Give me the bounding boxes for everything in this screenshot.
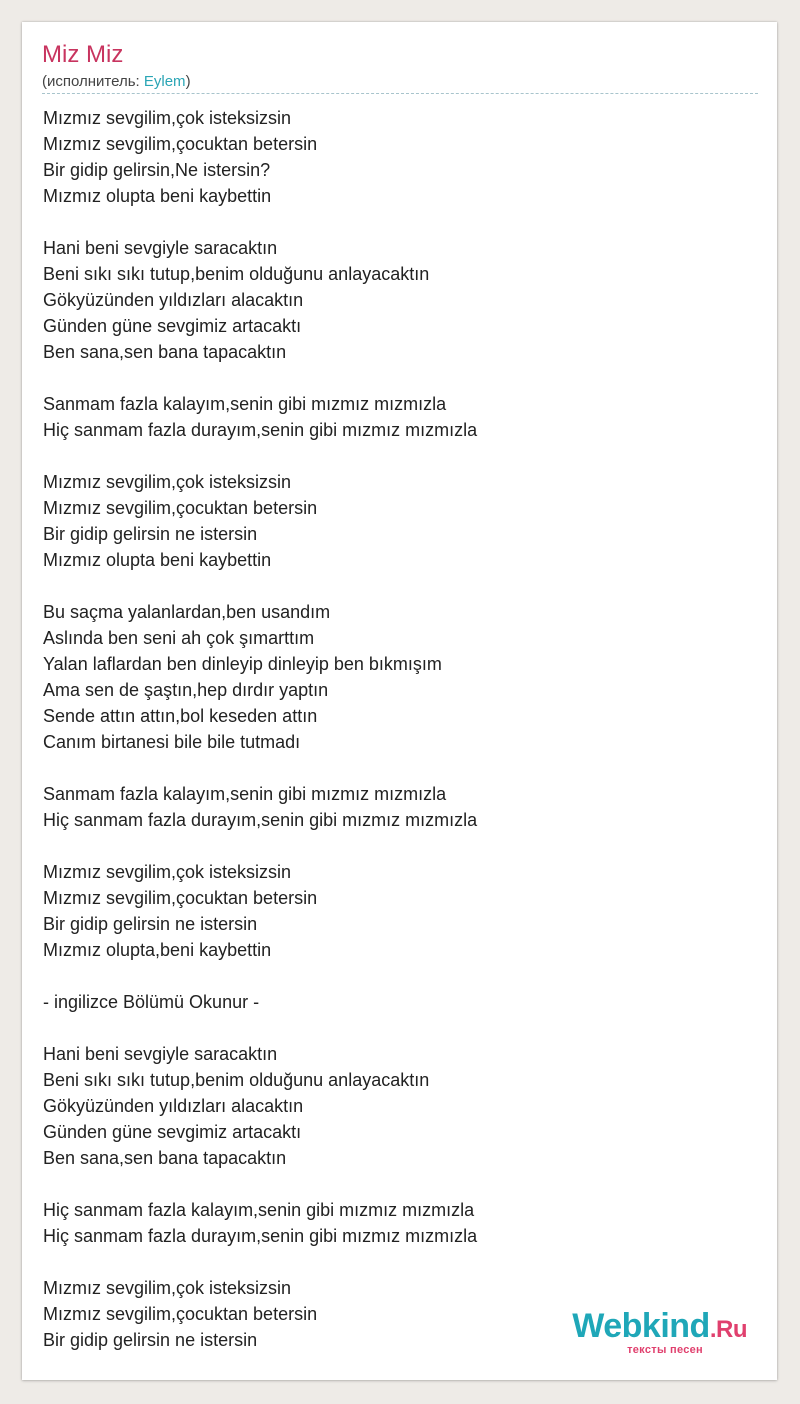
lyric-line: Canım birtanesi bile bile tutmadı	[43, 732, 301, 752]
lyric-line: Mızmız sevgilim,çok isteksizsin	[43, 472, 292, 492]
lyric-line: Bir gidip gelirsin ne istersin	[43, 914, 258, 934]
lyric-line: Ben sana,sen bana tapacaktın	[43, 1148, 287, 1168]
lyric-blank-line	[43, 1249, 758, 1275]
lyric-line: Sende attın attın,bol keseden attın	[43, 706, 318, 726]
lyric-line: Mızmız olupta beni kaybettin	[43, 186, 272, 206]
lyric-line: Mızmız sevgilim,çok isteksizsin	[43, 862, 292, 882]
lyric-line: Mızmız sevgilim,çocuktan betersin	[43, 134, 318, 154]
artist-suffix: )	[185, 73, 191, 90]
lyric-blank-line	[43, 1015, 758, 1041]
lyric-line: Mızmız olupta beni kaybettin	[43, 550, 272, 570]
lyric-line: Bu saçma yalanlardan,ben usandım	[43, 602, 331, 622]
lyric-line: Sanmam fazla kalayım,senin gibi mızmız mızmızla	[43, 394, 447, 414]
lyric-line: Mızmız olupta,beni kaybettin	[43, 940, 272, 960]
lyric-blank-line	[43, 209, 758, 235]
lyric-line: Beni sıkı sıkı tutup,benim olduğunu anlayacaktın	[43, 264, 430, 284]
lyrics-body	[43, 105, 758, 1353]
lyric-line: - ingilizce Bölümü Okunur -	[43, 992, 260, 1012]
lyric-line: Bir gidip gelirsin ne istersin	[43, 524, 258, 544]
logo-main-text: Webkind	[572, 1307, 710, 1345]
lyric-line: Bir gidip gelirsin ne istersin	[43, 1330, 258, 1350]
artist-link[interactable]: Eylem	[143, 73, 186, 90]
lyric-line: Hani beni sevgiyle saracaktın	[43, 1044, 278, 1064]
lyric-line: Gökyüzünden yıldızları alacaktın	[43, 290, 304, 310]
lyric-line: Mızmız sevgilim,çocuktan betersin	[43, 888, 318, 908]
lyric-blank-line	[43, 963, 758, 989]
artist-prefix: (исполнитель:	[42, 73, 144, 90]
lyric-line: Günden güne sevgimiz artacaktı	[43, 316, 302, 336]
site-logo[interactable]	[572, 1308, 747, 1356]
logo-tagline: тексты песен	[627, 1344, 703, 1356]
lyric-blank-line	[43, 573, 758, 599]
lyric-line: Aslında ben seni ah çok şımarttım	[43, 628, 315, 648]
song-title: Miz Miz	[42, 41, 124, 68]
lyric-line: Yalan laflardan ben dinleyip dinleyip ben bıkmışım	[43, 654, 442, 674]
lyric-line: Sanmam fazla kalayım,senin gibi mızmız mızmızla	[43, 784, 447, 804]
lyric-line: Hiç sanmam fazla durayım,senin gibi mızmız mızmızla	[43, 810, 478, 830]
lyric-line: Bir gidip gelirsin,Ne istersin?	[43, 160, 271, 180]
lyric-line: Hiç sanmam fazla durayım,senin gibi mızmız mızmızla	[43, 1226, 478, 1246]
lyric-blank-line	[43, 443, 758, 469]
lyric-line: Hiç sanmam fazla durayım,senin gibi mızmız mızmızla	[43, 420, 478, 440]
lyric-blank-line	[43, 833, 758, 859]
lyric-line: Günden güne sevgimiz artacaktı	[43, 1122, 302, 1142]
lyric-line: Mızmız sevgilim,çocuktan betersin	[43, 498, 318, 518]
lyric-blank-line	[43, 1171, 758, 1197]
lyric-line: Gökyüzünden yıldızları alacaktın	[43, 1096, 304, 1116]
lyric-line: Hani beni sevgiyle saracaktın	[43, 238, 278, 258]
logo-tld-text: .Ru	[709, 1316, 747, 1343]
lyric-blank-line	[43, 365, 758, 391]
lyric-line: Mızmız sevgilim,çok isteksizsin	[43, 1278, 292, 1298]
lyric-blank-line	[43, 755, 758, 781]
lyric-line: Mızmız sevgilim,çocuktan betersin	[43, 1304, 318, 1324]
lyric-line: Ben sana,sen bana tapacaktın	[43, 342, 287, 362]
lyric-line: Mızmız sevgilim,çok isteksizsin	[43, 108, 292, 128]
lyrics-card	[22, 22, 777, 1380]
lyric-line: Beni sıkı sıkı tutup,benim olduğunu anlayacaktın	[43, 1070, 430, 1090]
lyric-line: Ama sen de şaştın,hep dırdır yaptın	[43, 680, 329, 700]
lyric-line: Hiç sanmam fazla kalayım,senin gibi mızmız mızmızla	[43, 1200, 475, 1220]
title-divider	[42, 93, 758, 94]
artist-line	[42, 73, 191, 90]
